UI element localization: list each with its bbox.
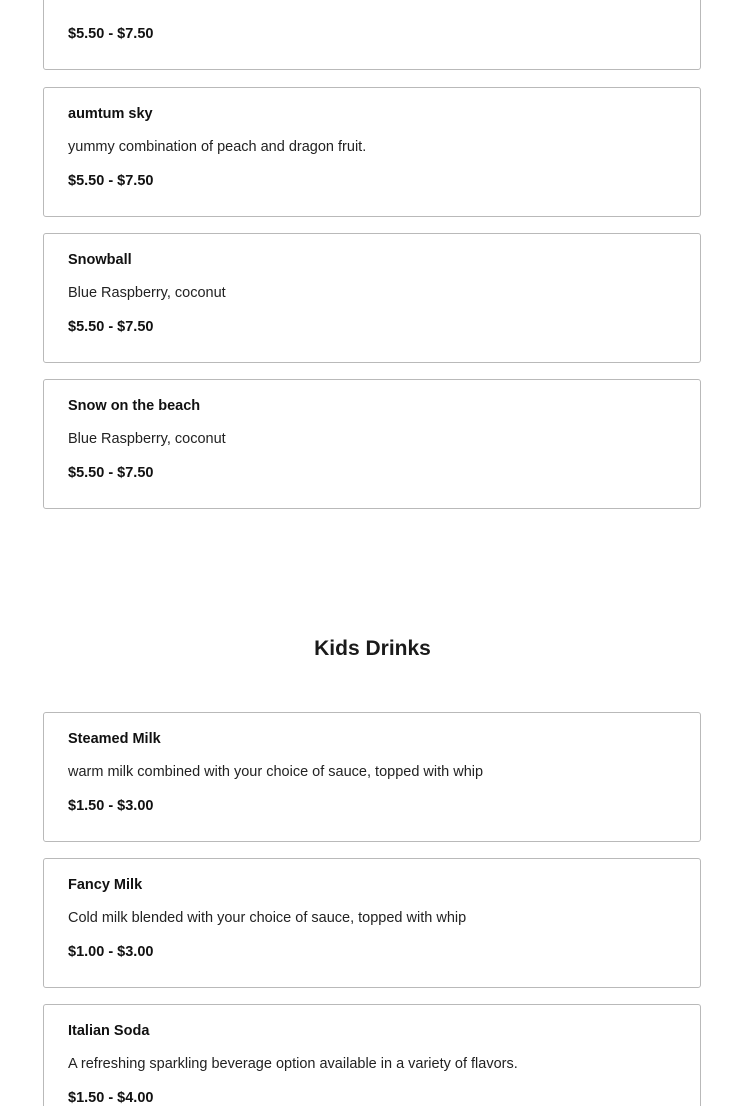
menu-item-card[interactable]: [43, 1004, 701, 1106]
menu-item-card[interactable]: [43, 233, 701, 363]
item-description: warm milk combined with your choice of sauce, topped with whip: [68, 764, 484, 780]
item-name: Fancy Milk: [68, 877, 143, 893]
menu-item-card[interactable]: [43, 858, 701, 988]
item-description: A refreshing sparkling beverage option available in a variety of flavors.: [68, 1056, 518, 1072]
item-name: aumtum sky: [68, 106, 153, 122]
item-price: $5.50 - $7.50: [68, 465, 154, 481]
item-price: $1.50 - $3.00: [68, 798, 154, 814]
item-description: Blue Raspberry, coconut: [68, 285, 226, 301]
item-name: Steamed Milk: [68, 731, 161, 747]
item-price: $5.50 - $7.50: [68, 319, 154, 335]
section-title: Kids Drinks: [314, 637, 431, 660]
item-description: Cold milk blended with your choice of sauce, topped with whip: [68, 910, 467, 926]
item-price: $1.00 - $3.00: [68, 944, 154, 960]
item-price: $1.50 - $4.00: [68, 1090, 154, 1106]
item-description: Blue Raspberry, coconut: [68, 431, 226, 447]
item-price: $5.50 - $7.50: [68, 26, 154, 42]
menu-item-card[interactable]: [43, 87, 701, 217]
menu-item-card[interactable]: [43, 379, 701, 509]
item-name: Snowball: [68, 252, 132, 268]
menu-item-card[interactable]: [43, 712, 701, 842]
menu-item-card[interactable]: [43, 0, 701, 70]
item-price: $5.50 - $7.50: [68, 173, 154, 189]
item-name: Italian Soda: [68, 1023, 150, 1039]
item-description: yummy combination of peach and dragon fruit.: [68, 139, 367, 155]
item-name: Snow on the beach: [68, 398, 201, 414]
